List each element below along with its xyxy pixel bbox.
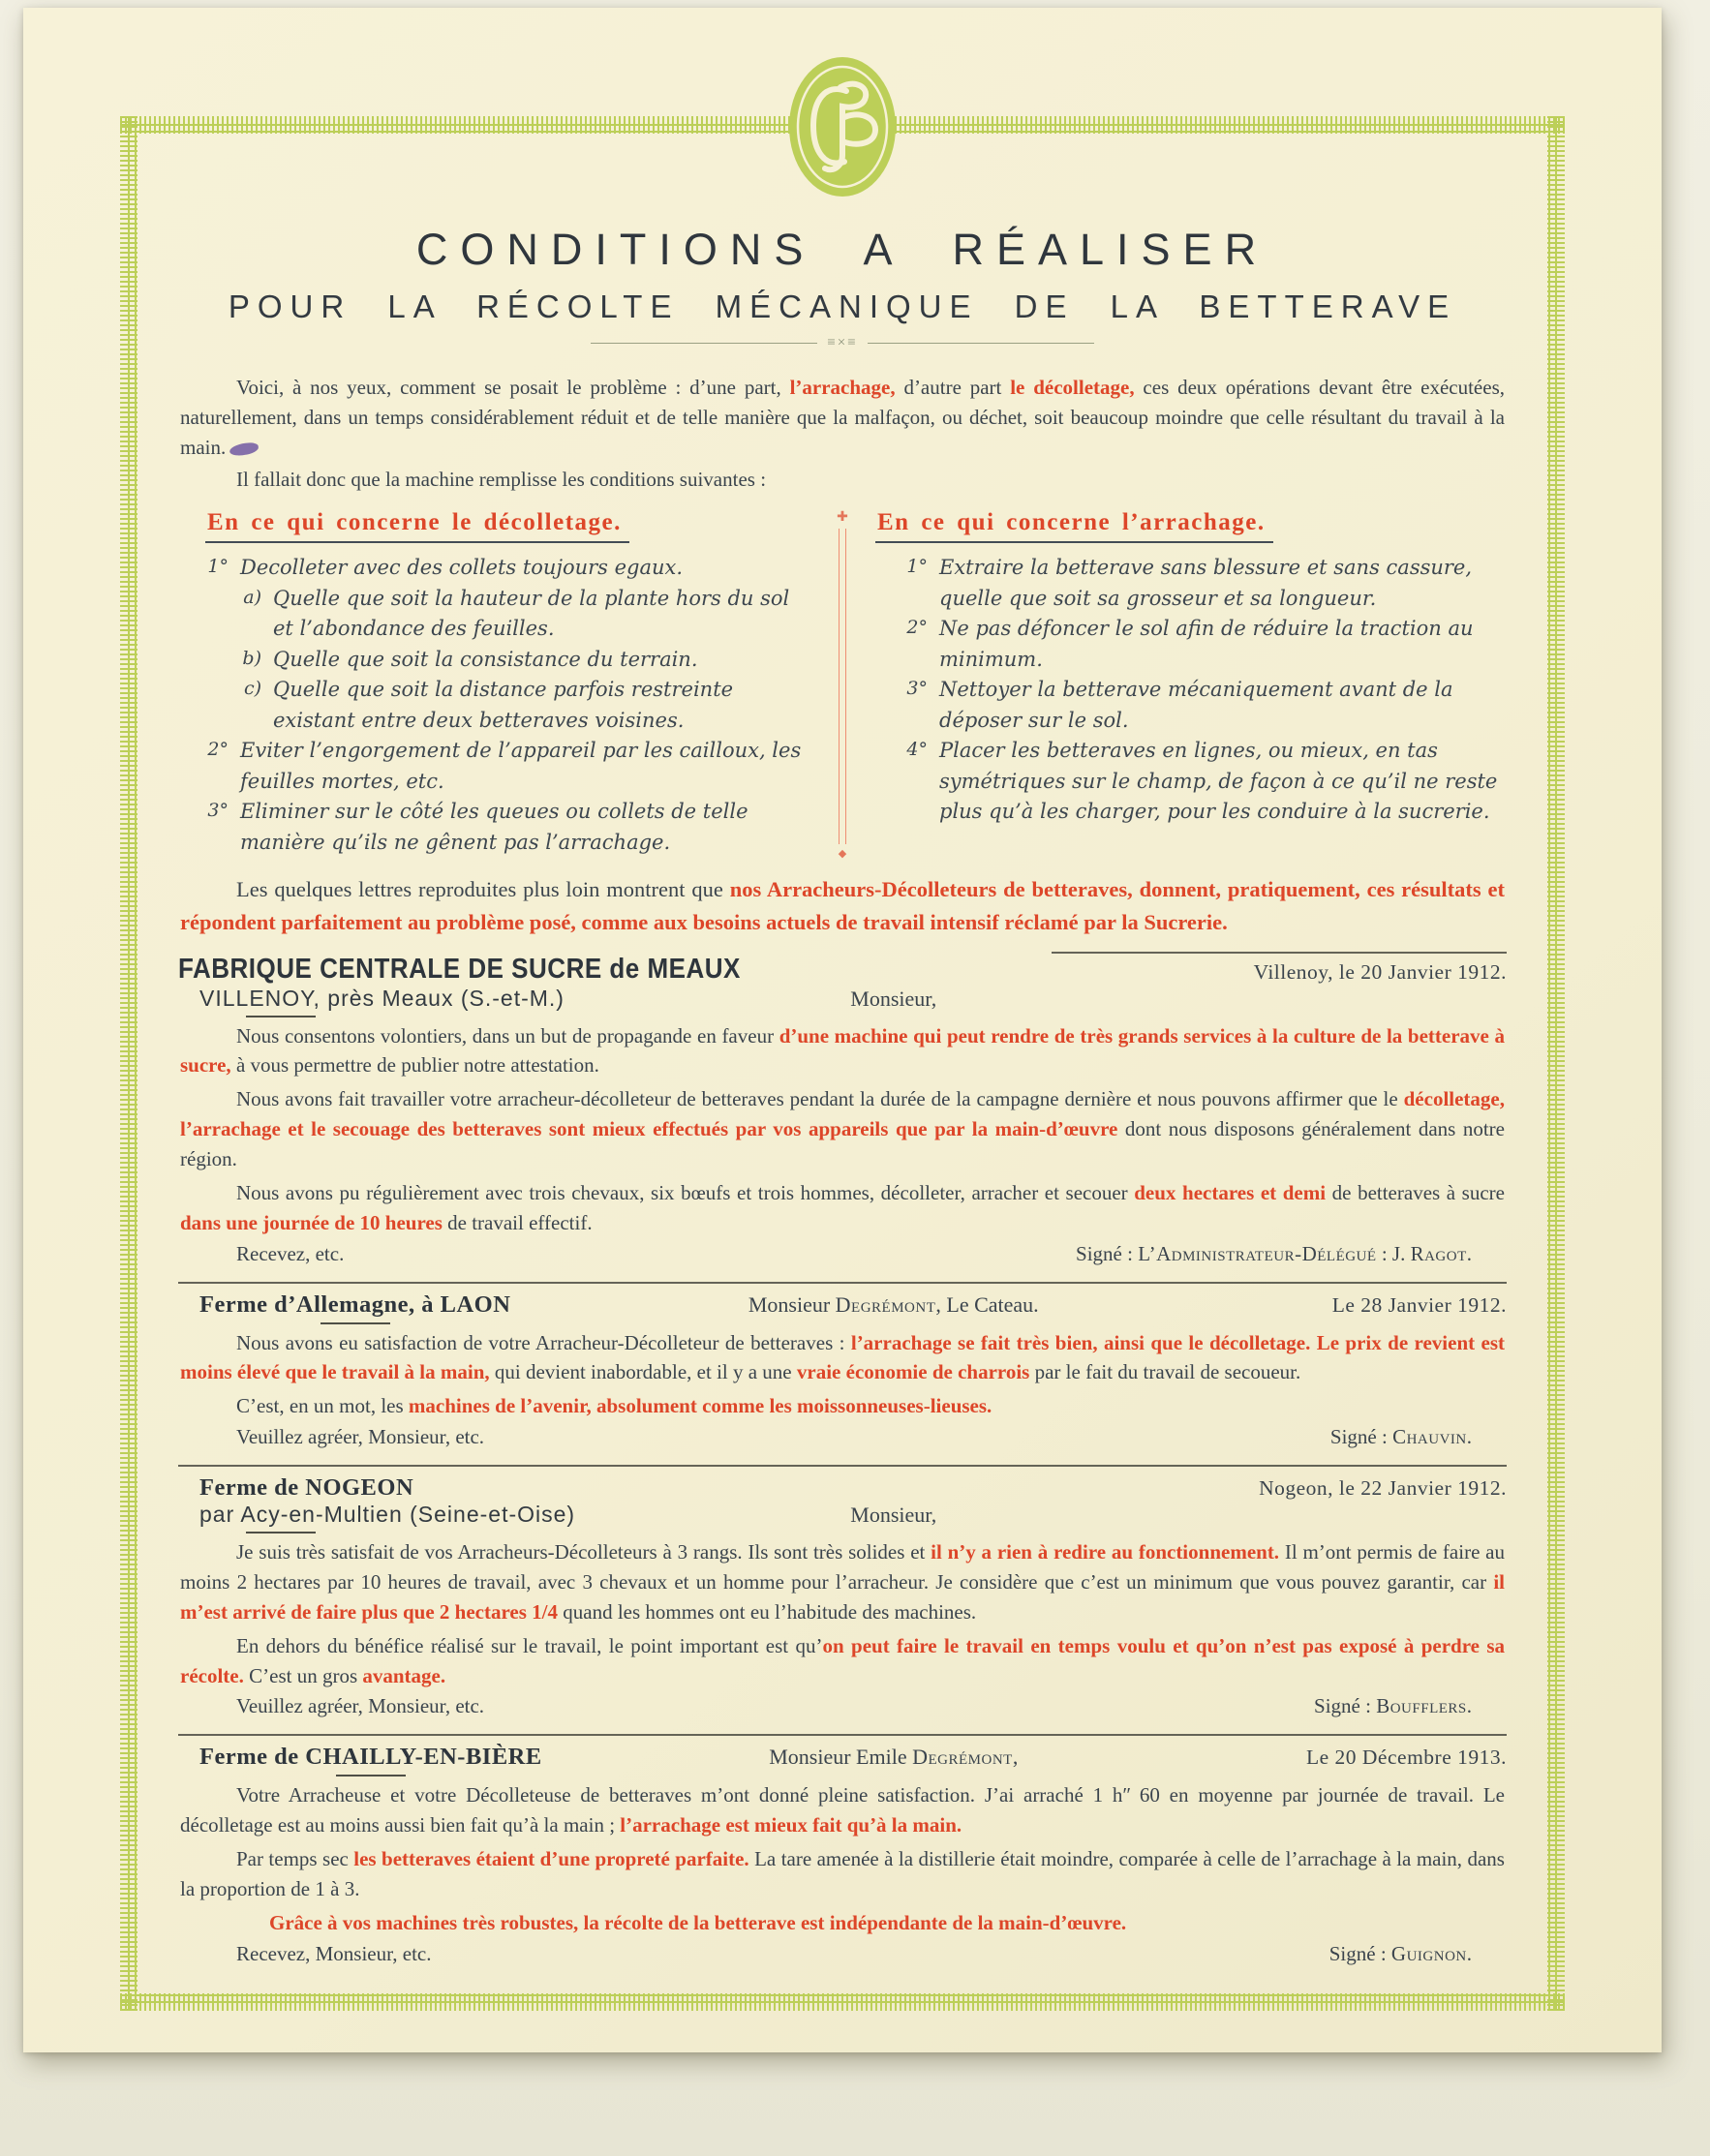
letter-date: Le 20 Décembre 1913. (1305, 1746, 1507, 1770)
section-rule (178, 1282, 1507, 1284)
letter-paragraph: C’est, en un mot, les machines de l’avenir, absolument comme les moissonneuses-lieuses. (236, 1394, 992, 1418)
page-subtitle: POUR LA RÉCOLTE MÉCANIQUE DE LA BETTERAVE (228, 288, 1457, 324)
partial-rule (1052, 952, 1507, 954)
letter-date: Nogeon, le 22 Janvier 1912. (1259, 1476, 1507, 1501)
letter-closing-row (178, 1694, 1507, 1718)
list-item: c) Quelle que soit la distance parfois restreinte existant entre deux betteraves voisines. (243, 678, 734, 732)
divider-glyph: ≡×≡ (827, 335, 858, 350)
letter-closing-row (178, 1425, 1507, 1449)
column-divider (815, 509, 870, 861)
intro-paragraph-1: Voici, à nos yeux, comment se posait le problème : d’une part, l’arrachage, d’autre part le décolletage, ces deux opérations devant être exécutées, naturellement, dans un temps considérablement réduit et de telle manière que la malfaçon, ou déchet, soit beaucoup moindre que celle résultant du travail à la main. (180, 376, 1506, 459)
letter-addressee: Monsieur Degrémont, Le Cateau. (748, 1291, 1039, 1317)
paper-sheet (23, 8, 1662, 2052)
list-item: b) Quelle que soit la consistance du terrain. (242, 647, 698, 671)
letter-closing: Recevez, etc. (236, 1241, 345, 1265)
intro-section (178, 373, 1507, 494)
letter-subheading: par Acy-en-Multien (Seine-et-Oise) (199, 1502, 575, 1533)
list-item: 2° Eviter l’engorgement de l’appareil par les cailloux, les feuilles mortes, etc. (207, 739, 802, 793)
conditions-column-decolletage (178, 509, 815, 858)
letter-paragraph: Je suis très satisfait de vos Arracheurs-Décolleteurs à 3 rangs. Ils sont très solides et il n’y a rien à redire au fonctionnement. Il m’ont permis de faire au moins 2 hectares par 10 heures de travail, avec 3 chevaux et un homme pour l’arracheur. Je considère que c’est un minimum que vous pouvez garantir, car il m’est arrivé de faire plus que 2 hectares 1/4 quand les hommes ont eu l’habitude des machines. (180, 1540, 1505, 1624)
list-item: 3° Eliminer sur le côté les queues ou collets de telle manière qu’ils ne gênent pas l’arrachage. (207, 800, 748, 854)
letter-closing-row (178, 1942, 1507, 1966)
decolletage-heading: En ce qui concerne le décolletage. (205, 509, 629, 543)
list-item: a) Quelle que soit la hauteur de la plante hors du sol et l’abondance des feuilles. (243, 586, 790, 641)
section-rule (178, 1734, 1507, 1736)
letter-addressee: Monsieur Emile Degrémont, (769, 1745, 1019, 1770)
letter-subheader-row (178, 1502, 1507, 1533)
list-item: 4° Placer les betteraves en lignes, ou mieux, en tas symétriques sur le champ, de façon à ce qu’il ne reste plus qu’à les charger, pour les conduire à la sucrerie. (906, 739, 1498, 824)
letter-closing: Veuillez agréer, Monsieur, etc. (236, 1425, 485, 1449)
letter-date: Villenoy, le 20 Janvier 1912. (1253, 959, 1507, 984)
intro-paragraph-2: Il fallait donc que la machine remplisse les conditions suivantes : (236, 467, 767, 491)
letter-signature: Signé : Chauvin. (1329, 1425, 1472, 1449)
page-title: CONDITIONS A RÉALISER (415, 225, 1269, 274)
letter-header-row (178, 1291, 1507, 1324)
letter-subheader-row (178, 986, 1507, 1017)
letter-paragraph: Nous avons pu régulièrement avec trois chevaux, six bœufs et trois hommes, décolleter, arracher et secouer deux hectares et demi de betteraves à sucre dans une journée de 10 heures de travail effectif. (180, 1180, 1505, 1234)
arrachage-heading: En ce qui concerne l’arrachage. (875, 509, 1273, 543)
letter-heading: Ferme de CHAILLY-EN-BIÈRE (199, 1744, 542, 1776)
bridge-paragraph-section (178, 873, 1507, 937)
letter-chailly (178, 1734, 1507, 1965)
document-content (120, 116, 1565, 2011)
letter-paragraph: Nous avons eu satisfaction de votre Arracheur-Décolleteur de betteraves : l’arrachage se fait très bien, ainsi que le décolletage. Le prix de revient est moins élevé que le travail à la main, qui devient inabordable, et il y a une vraie économie de charrois par le fait du travail de secoueur. (180, 1330, 1506, 1384)
letter-paragraph: Nous avons fait travailler votre arracheur-décolleteur de betteraves pendant la durée de la campagne dernière et nous pouvons affirmer que le décolletage, l’arrachage et le secouage des betteraves sont mieux effectués par vos appareils que par la main-d’œuvre dont nous disposons généralement dans notre région. (180, 1087, 1505, 1170)
letter-heading: Ferme d’Allemagne, à LAON (199, 1291, 510, 1324)
letter-date: Le 28 Janvier 1912. (1331, 1292, 1507, 1317)
letter-paragraph: Votre Arracheuse et votre Décolleteuse de betteraves m’ont donné pleine satisfaction. J’ai arraché 1 hʺ 60 en moyenne par journée de travail. Le décolletage est au moins aussi bien fait qu’à la main ; l’arrachage est mieux fait qu’à la main. (180, 1783, 1505, 1837)
letter-paragraph: Nous consentons volontiers, dans un but de propagande en faveur d’une machine qui peut rendre de très grands services à la culture de la betterave à sucre, à vous permettre de publier notre attestation. (180, 1023, 1506, 1078)
conditions-columns (178, 509, 1507, 861)
letter-signature: Signé : Boufflers. (1314, 1694, 1472, 1718)
letter-paragraph: En dehors du bénéfice réalisé sur le travail, le point important est qu’on peut faire le travail en temps voulu et qu’on n’est pas exposé à perdre sa récolte. C’est un gros avantage. (180, 1633, 1506, 1687)
list-item: 1° Extraire la betterave sans blessure et sans cassure, quelle que soit sa grosseur et sa longueur. (906, 556, 1473, 610)
letter-closing: Veuillez agréer, Monsieur, etc. (236, 1694, 485, 1718)
letter-header-row (178, 1744, 1507, 1776)
bridge-paragraph: Les quelques lettres reproduites plus loin montrent que nos Arracheurs-Décolleteurs de betteraves, donnent, pratiquement, ces résultats et répondent parfaitement au problème posé, comme aux besoins actuels de travail intensif réclamé par la Sucrerie. (180, 877, 1505, 934)
letter-laon (178, 1282, 1507, 1450)
letter-meaux (178, 952, 1507, 1266)
letter-heading: Ferme de NOGEON (199, 1474, 414, 1502)
divider-top-ornament-icon: ✚ (837, 510, 848, 526)
conditions-column-arrachage (870, 509, 1507, 858)
letter-signature: Signé : L’Administrateur-Délégué : J. Ragot. (1076, 1241, 1472, 1265)
letter-salutation: Monsieur, (850, 986, 937, 1011)
letter-nogeon (178, 1465, 1507, 1718)
letter-header-row (178, 951, 1507, 986)
letter-signature: Signé : Guignon. (1328, 1941, 1472, 1965)
letter-salutation: Monsieur, (850, 1503, 937, 1528)
letter-closing-row (178, 1242, 1507, 1266)
list-item: 3° Nettoyer la betterave mécaniquement avant de la déposer sur le sol. (906, 678, 1453, 732)
section-rule (178, 1465, 1507, 1467)
divider-line (839, 529, 846, 844)
letter-heading: FABRIQUE CENTRALE DE SUCRE de MEAUX (178, 951, 741, 985)
letter-closing: Recevez, Monsieur, etc. (236, 1941, 432, 1965)
divider-bottom-ornament-icon: ◆ (838, 848, 847, 861)
letter-header-row (178, 1474, 1507, 1502)
list-item: 2° Ne pas défoncer le sol afin de réduire la traction au minimum. (906, 617, 1474, 671)
title-divider-ornament (591, 335, 1094, 351)
letter-subheading: VILLENOY, près Meaux (S.-et-M.) (199, 986, 565, 1017)
ornamental-frame (120, 116, 1565, 2011)
letter-paragraph: Grâce à vos machines très robustes, la récolte de la betterave est indépendante de la main-d’œuvre. (269, 1910, 1127, 1934)
letter-paragraph: Par temps sec les betteraves étaient d’une propreté parfaite. La tare amenée à la distillerie était moindre, comparée à celle de l’arrachage à la main, dans la proportion de 1 à 3. (180, 1847, 1505, 1901)
list-item: 1° Decolleter avec des collets toujours egaux. (207, 556, 684, 580)
